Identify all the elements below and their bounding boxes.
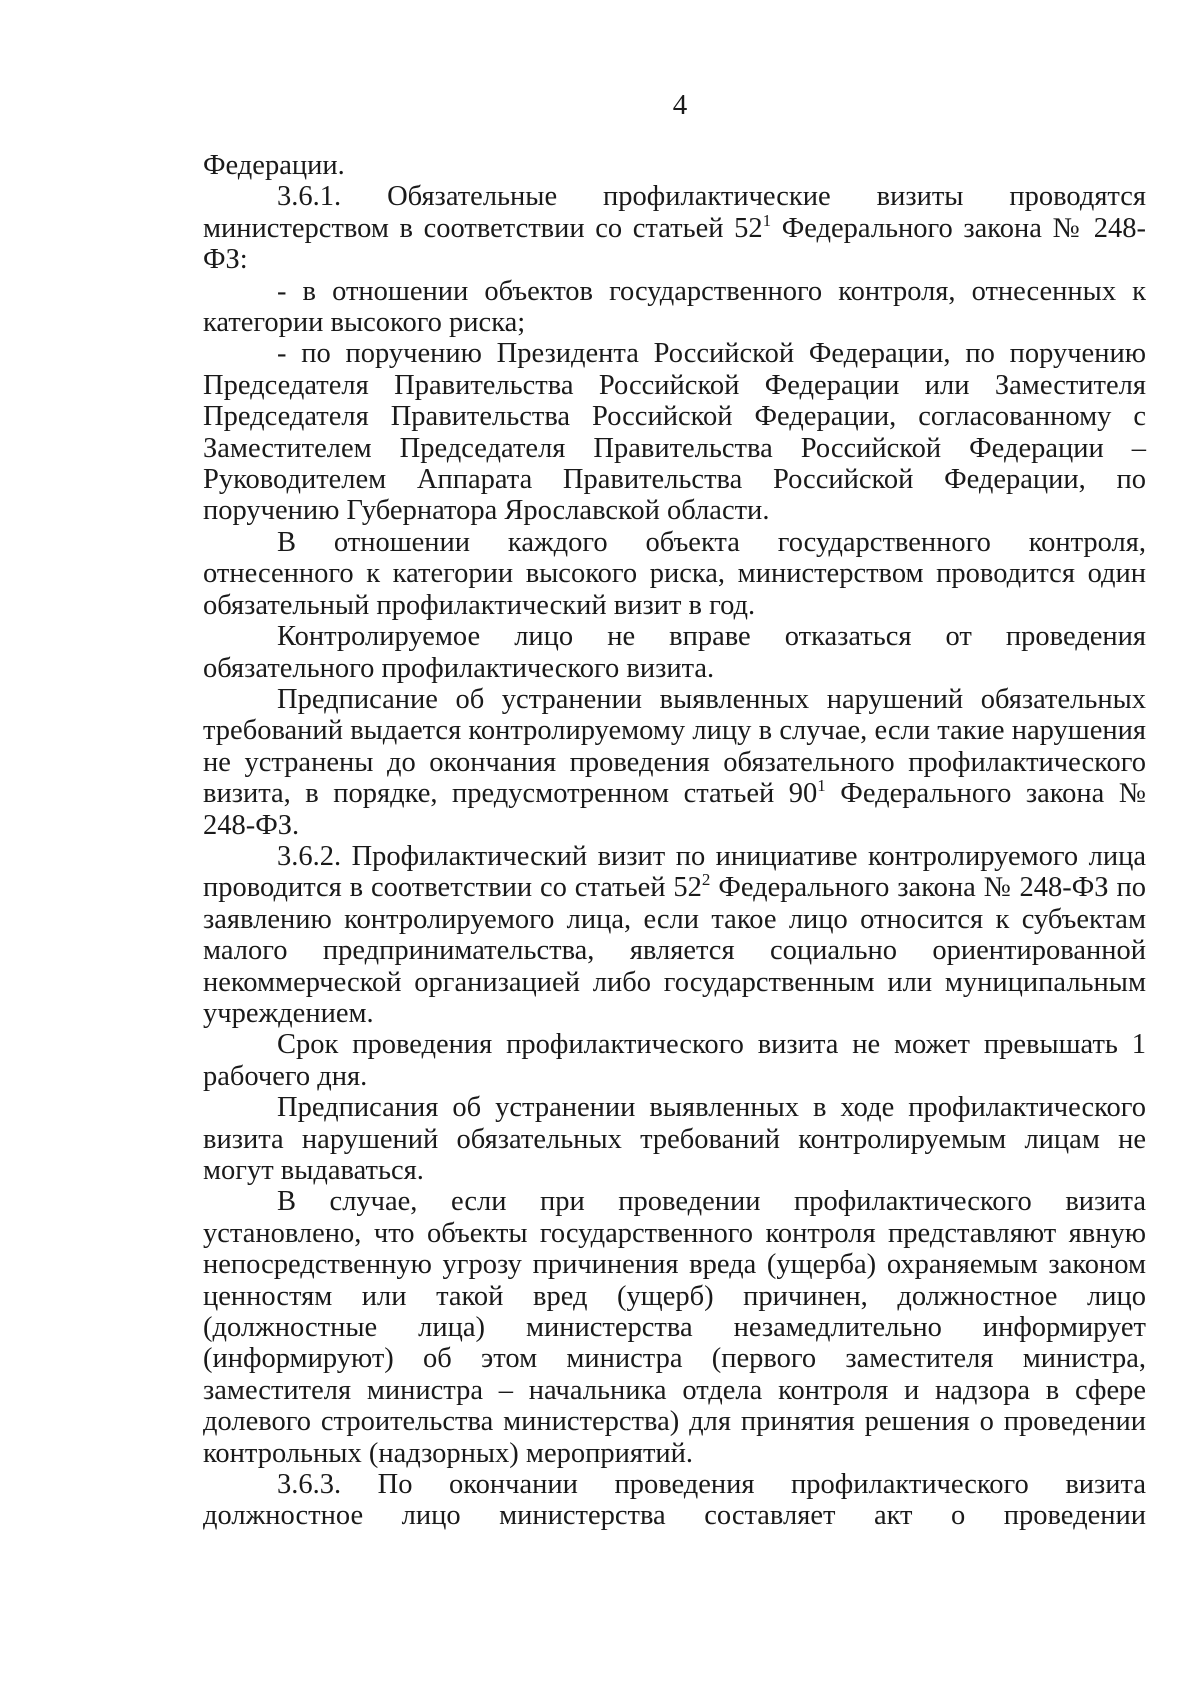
paragraph-threat: В случае, если при проведении профилактического визита установлено, что объекты государственного контроля представляют явную непосредственную угрозу причинения вреда (ущерба) охраняемым законом ценностям или такой вред (ущерб) причинен, должностное лицо (должностные лица) министерства незамедлительно информирует (информируют) об этом министра (первого заместителя министра, заместителя министра – начальника отдела контроля и надзора в сфере долевого строительства министерства) для принятия решения о проведении контрольных (надзорных) мероприятий. <box>203 1186 1146 1469</box>
article-superscript: 2 <box>701 870 711 890</box>
paragraph-no-refusal: Контролируемое лицо не вправе отказаться от проведения обязательного профилактического визита. <box>203 621 1146 684</box>
paragraph-text: 3.6.1. Обязательные профилактические визиты проводятся министерством в соответствии со статьей 52 <box>203 181 1146 244</box>
paragraph-3-6-2 <box>203 841 1146 1029</box>
paragraph-text: Федерального закона № 248-ФЗ по заявлению контролируемого лица, если такое лицо относится к субъектам малого предпринимательства, является социально ориентированной некоммерческой организацией либо государственным или муниципальным учреждением. <box>203 872 1146 1029</box>
paragraph-text: Предписание об устранении выявленных нарушений обязательных требований выдается контролируемому лицу в случае, если такие нарушения не устранены до окончания проведения обязательного профилактического визита, в порядке, предусмотренном статьей 90 <box>203 683 1146 810</box>
document-body <box>203 150 1146 1532</box>
paragraph-text: Федерального закона № 248-ФЗ. <box>203 778 1146 841</box>
paragraph-3-6-1 <box>203 181 1146 275</box>
paragraph-annual-visit: В отношении каждого объекта государственного контроля, отнесенного к категории высокого риска, министерством проводится один обязательный профилактический визит в год. <box>203 526 1146 621</box>
list-item-high-risk: - в отношении объектов государственного контроля, отнесенных к категории высокого риска; <box>203 275 1146 339</box>
paragraph-duration: Срок проведения профилактического визита не может превышать 1 рабочего дня. <box>203 1029 1146 1092</box>
paragraph-text: 3.6.2. Профилактический визит по инициативе контролируемого лица проводится в соответствии со статьей 52 <box>203 840 1146 904</box>
paragraph-text: Федерального закона № 248-ФЗ: <box>203 212 1147 276</box>
paragraph-3-6-3: 3.6.3. По окончании проведения профилактического визита должностное лицо министерства составляет акт о проведении <box>203 1469 1146 1532</box>
paragraph-prescription <box>203 684 1146 841</box>
list-item-instruction: - по поручению Президента Российской Федерации, по поручению Председателя Правительства Российской Федерации или Заместителя Председателя Правительства Российской Федерации, согласованному с Заместителем Председателя Правительства Российской Федерации – Руководителем Аппарата Правительства Российской Федерации, по поручению Губернатора Ярославской области. <box>203 338 1146 527</box>
page-number: 4 <box>672 89 688 121</box>
article-superscript: 1 <box>817 776 826 796</box>
paragraph-continuation: Федерации. <box>203 150 345 181</box>
article-superscript: 1 <box>762 210 772 230</box>
paragraph-no-prescriptions: Предписания об устранении выявленных в ходе профилактического визита нарушений обязательных требований контролируемым лицам не могут выдаваться. <box>203 1092 1146 1186</box>
